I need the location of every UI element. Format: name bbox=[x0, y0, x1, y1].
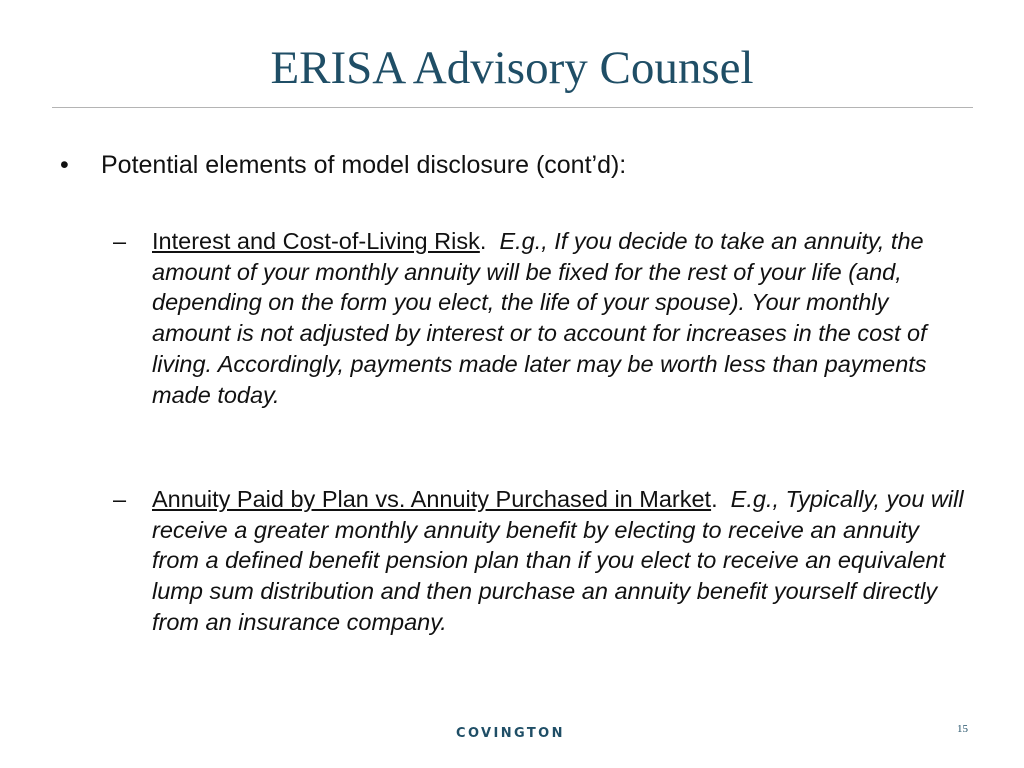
sub-bullet-marker: – bbox=[113, 486, 127, 512]
sub-bullet-heading-end: . bbox=[711, 486, 718, 512]
sub-bullet-heading: Interest and Cost-of-Living Risk bbox=[152, 228, 480, 254]
main-bullet-text: Potential elements of model disclosure (cont’d): bbox=[101, 151, 627, 179]
covington-logo: COVINGTON bbox=[456, 726, 565, 741]
sub-bullet-example-text: E.g., If you decide to take an annuity, the amount of your monthly annuity will be fixed for the rest of your life (and, depending on the form you elect, the life of your spouse). Your monthly amount is not adjusted by interest or to account for increases in the cost of living. Accordingly, payments made later may be worth less than payments made today. bbox=[152, 228, 927, 408]
page-number: 15 bbox=[957, 723, 968, 735]
title-divider bbox=[52, 107, 973, 108]
sub-bullet-body bbox=[152, 484, 967, 638]
bullet-marker: • bbox=[60, 151, 69, 179]
sub-bullet-body bbox=[152, 226, 967, 410]
sub-bullet-heading-end: . bbox=[479, 228, 487, 254]
sub-bullet-example-text: E.g., Typically, you will receive a greater monthly annuity benefit by electing to receive an annuity from a defined benefit pension plan than if you elect to receive an equivalent lump sum distribution and then purchase an annuity benefit yourself directly from an insurance company. bbox=[152, 486, 964, 635]
sub-bullet-heading: Annuity Paid by Plan vs. Annuity Purchased in Market bbox=[152, 486, 712, 512]
sub-bullet-marker: – bbox=[113, 228, 127, 254]
slide-title: ERISA Advisory Counsel bbox=[270, 42, 754, 94]
